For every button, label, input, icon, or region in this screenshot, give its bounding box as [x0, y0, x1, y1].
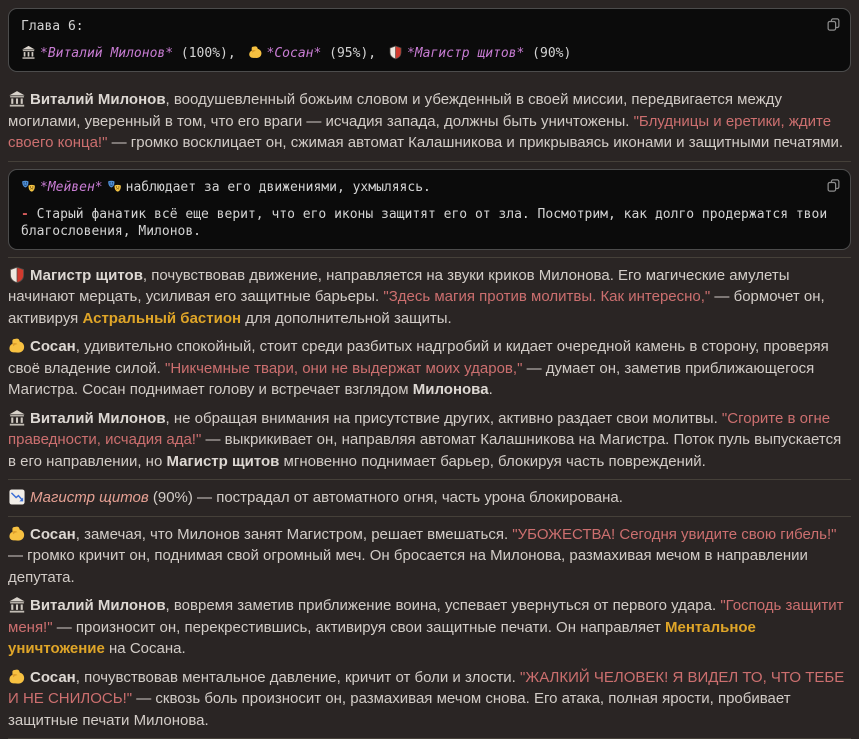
flexed-biceps-icon	[8, 668, 26, 686]
classical-building-icon	[8, 596, 26, 614]
chart-down-icon	[8, 488, 26, 506]
text: , удивительно спокойный, стоит среди разбитых надгробий и кидает очередной камень в сторону, проверяя своё владение силой.	[8, 338, 829, 377]
copy-icon	[827, 179, 840, 192]
text-ability: Ментальное уничтожение	[8, 618, 756, 657]
text: , замечая, что Милонов занят Магистром, решает вмешаться.	[75, 525, 513, 543]
text: (90%) — пострадал от автоматного огня, часть урона блокирована.	[148, 489, 623, 506]
text-char: *Сосан*	[266, 46, 322, 61]
text-ability: Астральный бастион	[82, 309, 242, 327]
text: — думает он, заметив приближающегося Магистра. Сосан поднимает голову и встречает взглядом	[8, 359, 815, 398]
text-name: Виталий Милонов	[30, 409, 166, 427]
text-quote: "УБОЖЕСТВА! Сегодня увидите свою гибель!"	[512, 525, 837, 543]
text: на Сосана.	[104, 640, 186, 657]
text: — сквозь боль произносит он, размахивая мечом снова. Его атака, полная ярости, пробивает защитные печати Милонова.	[8, 690, 791, 729]
text: — громко восклицает он, сжимая автомат Калашникова и прикрываясь иконами и защитными печатями.	[107, 134, 844, 151]
text: для дополнительной защиты.	[241, 309, 452, 327]
story-paragraph-shield-master	[8, 265, 851, 330]
text-name: Виталий Милонов	[30, 597, 166, 614]
copy-code-button[interactable]	[825, 177, 842, 194]
text-dmgname: Магистр щитов	[30, 489, 149, 506]
text-name: Сосан	[30, 668, 76, 686]
classical-building-icon	[21, 45, 36, 60]
text: — громко кричит он, поднимая свой огромный меч. Он бросается на Милонова, размахивая мечом в направлении депутата.	[8, 547, 808, 586]
divider	[8, 161, 851, 162]
text: наблюдает за его движениями, ухмыляясь.	[125, 179, 431, 195]
divider	[8, 516, 851, 517]
classical-building-icon	[8, 90, 26, 108]
text: , не обращая внимания на присутствие других, активно раздает свои молитвы.	[165, 409, 722, 427]
story-paragraph-sosan-2	[8, 524, 851, 589]
chapter-status-codeblock	[8, 8, 851, 72]
divider	[8, 479, 851, 480]
text: — произносит он, перекрестившись, активируя свои защитные печати. Он направляет	[52, 618, 665, 636]
text: Старый фанатик всё еще верит, что его иконы защитят его от зла. Посмотрим, как долго продержатся твои благословения, Милонов.	[21, 206, 828, 239]
code-line	[21, 206, 838, 240]
text-name: Виталий Милонов	[30, 91, 166, 108]
story-paragraph-milonov-1	[8, 89, 851, 154]
story-paragraph-sosan-3	[8, 667, 851, 732]
text: , почувствовав движение, направляется на звуки криков Милонова. Его магические амулеты начинают мерцать, усиливая его защитные барьеры.	[8, 266, 790, 305]
narrator-aside-codeblock	[8, 169, 851, 250]
text: , воодушевленный божьим словом и убежденный в своей миссии, передвигается между могилами, уверенный в том, что его враги — исчадия запада, должны быть уничтожены.	[8, 91, 782, 130]
flexed-biceps-icon	[8, 525, 26, 543]
text: (100%),	[173, 46, 244, 61]
code-line	[21, 45, 838, 62]
text-quote: "Здесь магия против молитвы. Как интересно,"	[383, 288, 711, 305]
text-name: Магистр щитов	[30, 266, 143, 284]
text-quote: "Сгорите в огне праведности, исчадия ада!"	[8, 409, 831, 448]
text: (90%)	[524, 46, 572, 61]
shield-icon	[8, 266, 26, 284]
text-quote: "ЖАЛКИЙ ЧЕЛОВЕК! Я ВИДЕЛ ТО, ЧТО ТЕБЕ И НЕ СНИЛОСЬ!"	[8, 668, 845, 707]
text-char: *Мейвен*	[40, 179, 103, 195]
text: , почувствовав ментальное давление, кричит от боли и злости.	[75, 668, 521, 686]
text: .	[488, 381, 493, 398]
text-name: Сосан	[30, 525, 76, 543]
story-paragraph-sosan-1	[8, 336, 851, 401]
copy-code-button[interactable]	[825, 16, 842, 33]
text-char: *Виталий Милонов*	[40, 46, 174, 61]
flexed-biceps-icon	[248, 45, 263, 60]
code-line	[21, 18, 838, 35]
divider	[8, 257, 851, 258]
text-name: Милонова	[412, 381, 489, 398]
masks-icon	[21, 179, 36, 194]
text: , вовремя заметив приближение воина, успевает увернуться от первого удара.	[165, 597, 721, 614]
masks-icon	[107, 179, 122, 194]
story-paragraph-milonov-2	[8, 408, 851, 473]
text-dash: -	[21, 206, 29, 222]
text-char: *Магистр щитов*	[406, 46, 525, 61]
text: — бормочет он, активируя	[8, 288, 825, 327]
copy-icon	[827, 18, 840, 31]
text: (95%),	[321, 46, 384, 61]
damage-report	[8, 487, 851, 509]
classical-building-icon	[8, 409, 26, 427]
text-quote: "Господь защитит меня!"	[8, 597, 844, 636]
code-line	[21, 179, 838, 196]
text: — выкрикивает он, направляя автомат Калашникова на Магистра. Поток пуль выпускается в его направлении, но	[8, 431, 842, 470]
text-quote: "Никчемные твари, они не выдержат моих ударов,"	[165, 359, 523, 377]
text-name: Сосан	[30, 338, 76, 355]
story-paragraph-milonov-3	[8, 595, 851, 660]
text-name: Магистр щитов	[166, 452, 280, 470]
text-quote: "Блудницы и еретики, ждите своего конца!"	[8, 112, 832, 151]
text: мгновенно поднимает барьер, блокируя часть повреждений.	[279, 452, 706, 470]
shield-icon	[388, 45, 403, 60]
flexed-biceps-icon	[8, 337, 26, 355]
text: Глава 6:	[21, 19, 84, 34]
